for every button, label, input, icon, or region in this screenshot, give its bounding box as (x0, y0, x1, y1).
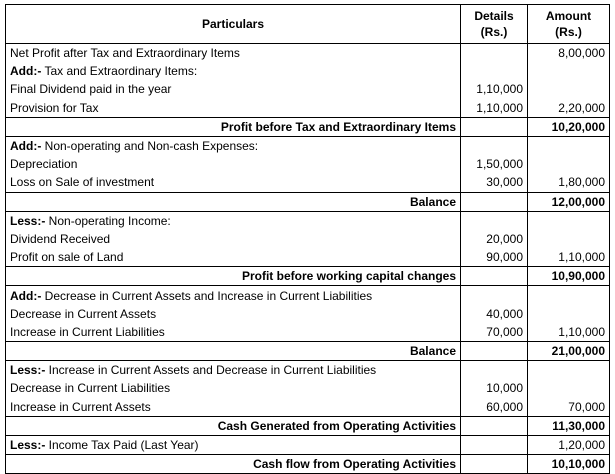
table-row (6, 286, 610, 305)
amount-cell (528, 286, 610, 305)
details-cell (461, 136, 528, 155)
particulars-cell: Cash flow from Operating Activities (6, 455, 461, 474)
table-row (6, 173, 610, 192)
table-row (6, 80, 610, 98)
particulars-cell: Cash Generated from Operating Activities (6, 416, 461, 435)
particulars-cell: Final Dividend paid in the year (6, 80, 461, 98)
table-row (6, 230, 610, 248)
amount-cell: 70,000 (528, 398, 610, 417)
row-label: Tax and Extraordinary Items: (41, 64, 198, 79)
particulars-cell: Profit before working capital changes (6, 267, 461, 286)
particulars-cell (6, 136, 461, 155)
table-row (6, 361, 610, 380)
amount-cell: 12,00,000 (528, 192, 610, 211)
details-cell: 30,000 (461, 173, 528, 192)
details-cell (461, 435, 528, 454)
table-row (6, 379, 610, 397)
amount-cell: 1,20,000 (528, 435, 610, 454)
amount-cell: 21,00,000 (528, 342, 610, 361)
particulars-cell: Dividend Received (6, 230, 461, 248)
details-cell (461, 62, 528, 80)
details-cell: 1,10,000 (461, 80, 528, 98)
particulars-cell: Increase in Current Assets (6, 398, 461, 417)
particulars-cell: Loss on Sale of investment (6, 173, 461, 192)
row-label: Non-operating Income: (45, 213, 171, 228)
table-row (6, 192, 610, 211)
particulars-cell: Provision for Tax (6, 99, 461, 118)
table-row (6, 323, 610, 342)
amount-cell: 11,30,000 (528, 416, 610, 435)
particulars-cell: Balance (6, 192, 461, 211)
header-details: Details (Rs.) (461, 5, 528, 44)
table-row (6, 136, 610, 155)
cash-flow-table (5, 4, 610, 474)
details-cell (461, 416, 528, 435)
header-particulars: Particulars (6, 5, 461, 44)
amount-cell: 2,20,000 (528, 99, 610, 118)
row-prefix: Less:- (10, 438, 46, 453)
table-row (6, 155, 610, 173)
particulars-cell: Decrease in Current Assets (6, 305, 461, 323)
particulars-cell: Depreciation (6, 155, 461, 173)
amount-cell: 10,90,000 (528, 267, 610, 286)
particulars-cell (6, 361, 461, 380)
table-row (6, 44, 610, 63)
particulars-cell: Net Profit after Tax and Extraordinary Items (6, 44, 461, 63)
amount-cell (528, 305, 610, 323)
amount-cell (528, 379, 610, 397)
amount-cell (528, 361, 610, 380)
particulars-cell: Decrease in Current Liabilities (6, 379, 461, 397)
particulars-cell: Increase in Current Liabilities (6, 323, 461, 342)
particulars-cell (6, 286, 461, 305)
row-label: Income Tax Paid (Last Year) (45, 438, 199, 453)
details-cell: 70,000 (461, 323, 528, 342)
details-cell (461, 361, 528, 380)
details-cell (461, 211, 528, 230)
row-label: Decrease in Current Assets and Increase in Current Liabilities (41, 288, 373, 303)
amount-cell (528, 230, 610, 248)
table-row (6, 267, 610, 286)
amount-cell (528, 62, 610, 80)
amount-cell (528, 136, 610, 155)
details-cell: 20,000 (461, 230, 528, 248)
table-row (6, 305, 610, 323)
table-header-row (6, 5, 610, 44)
table-row (6, 99, 610, 118)
details-cell: 1,50,000 (461, 155, 528, 173)
table-row (6, 117, 610, 136)
row-label: Non-operating and Non-cash Expenses: (41, 139, 259, 154)
row-prefix: Add:- (10, 288, 42, 303)
table-row (6, 211, 610, 230)
amount-cell (528, 211, 610, 230)
table-row (6, 342, 610, 361)
table-row (6, 416, 610, 435)
details-cell (461, 192, 528, 211)
details-cell: 60,000 (461, 398, 528, 417)
particulars-cell (6, 211, 461, 230)
details-cell (461, 342, 528, 361)
particulars-cell: Profit before Tax and Extraordinary Items (6, 117, 461, 136)
details-cell (461, 267, 528, 286)
details-cell (461, 286, 528, 305)
table-row (6, 435, 610, 454)
amount-cell: 10,10,000 (528, 455, 610, 474)
details-cell: 10,000 (461, 379, 528, 397)
details-cell (461, 455, 528, 474)
table-row (6, 248, 610, 267)
amount-cell (528, 80, 610, 98)
table-row (6, 455, 610, 474)
header-amount: Amount (Rs.) (528, 5, 610, 44)
particulars-cell: Profit on sale of Land (6, 248, 461, 267)
details-cell: 90,000 (461, 248, 528, 267)
row-prefix: Less:- (10, 363, 46, 378)
amount-cell: 1,10,000 (528, 323, 610, 342)
details-cell: 40,000 (461, 305, 528, 323)
particulars-cell (6, 435, 461, 454)
table-row (6, 398, 610, 417)
row-prefix: Add:- (10, 139, 42, 154)
details-cell (461, 117, 528, 136)
row-label: Increase in Current Assets and Decrease in Current Liabilities (45, 363, 377, 378)
table-row (6, 62, 610, 80)
row-prefix: Less:- (10, 213, 46, 228)
details-cell (461, 44, 528, 63)
amount-cell: 1,10,000 (528, 248, 610, 267)
amount-cell: 10,20,000 (528, 117, 610, 136)
particulars-cell: Balance (6, 342, 461, 361)
amount-cell: 8,00,000 (528, 44, 610, 63)
row-prefix: Add:- (10, 64, 42, 79)
details-cell: 1,10,000 (461, 99, 528, 118)
amount-cell: 1,80,000 (528, 173, 610, 192)
amount-cell (528, 155, 610, 173)
particulars-cell (6, 62, 461, 80)
